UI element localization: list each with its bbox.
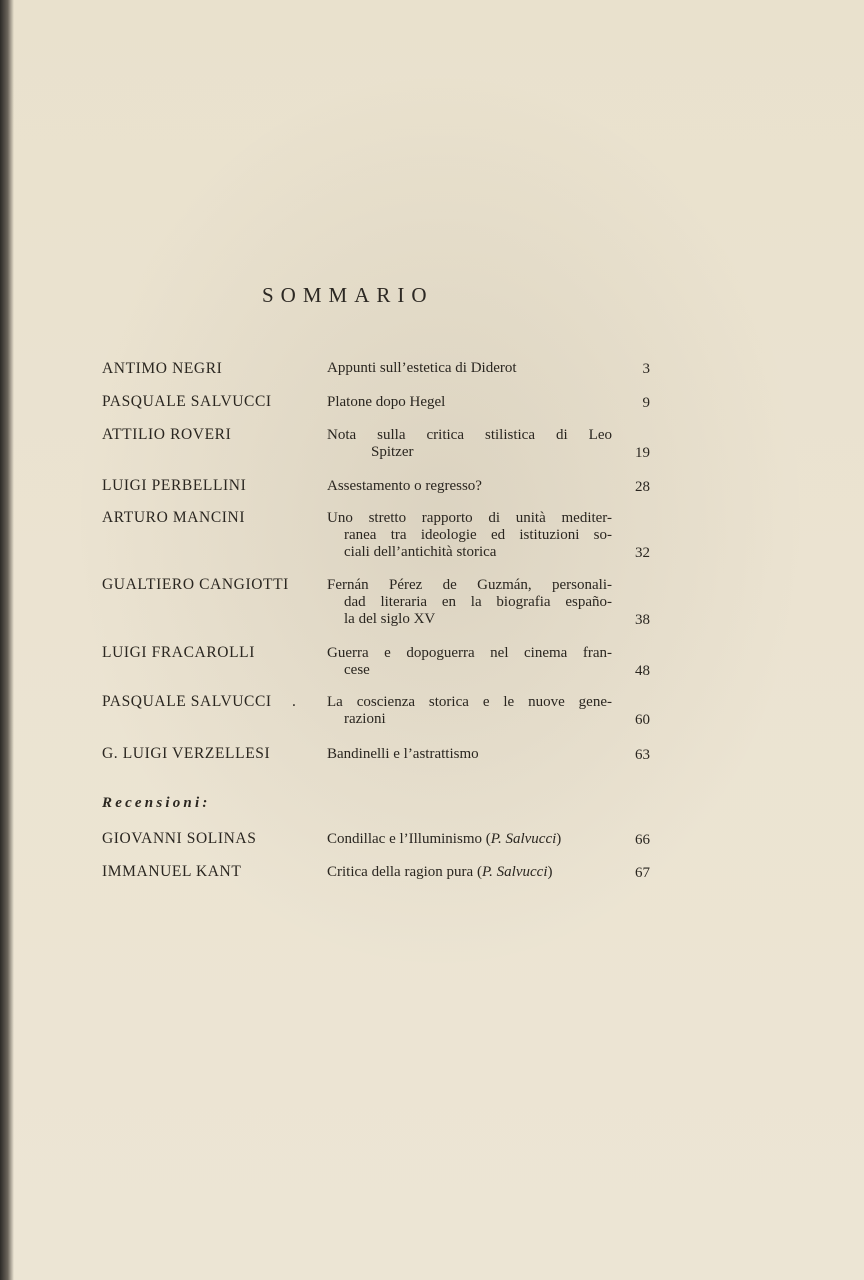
toc-title-line: cese [344, 662, 370, 678]
toc-title-line: Platone dopo Hegel [327, 394, 446, 410]
toc-title-line: Fernán Pérez de Guzmán, personali- [327, 577, 612, 593]
toc-author: GUALTIERO CANGIOTTI [102, 576, 289, 593]
toc-title-line: ranea tra ideologie ed istituzioni so- [344, 527, 612, 543]
toc-title-line: dad literaria en la biografia españo- [344, 594, 612, 610]
reviews-label: Recensioni: [102, 795, 211, 811]
toc-title [327, 427, 612, 461]
toc-title-line: Spitzer [371, 444, 414, 460]
toc-title-line: Uno stretto rapporto di unità mediter- [327, 510, 612, 526]
toc-page-number: 63 [635, 747, 650, 763]
review-page-number: 66 [635, 832, 650, 848]
author-dot: . [292, 693, 297, 710]
toc-author: LUIGI FRACAROLLI [102, 644, 255, 661]
toc-author: G. LUIGI VERZELLESI [102, 745, 271, 762]
review-reviewer: P. Salvucci [481, 864, 548, 880]
toc-title-line: ciali dell’antichità storica [344, 544, 497, 560]
review-title [327, 831, 627, 848]
review-title [327, 864, 627, 881]
toc-title-line: La coscienza storica e le nuove gene- [327, 694, 612, 710]
review-author: IMMANUEL KANT [102, 863, 242, 880]
toc-title [327, 694, 612, 728]
toc-title-line: Appunti sull’estetica di Diderot [327, 360, 517, 376]
toc-title-line: la del siglo XV [344, 611, 436, 627]
toc-title [327, 394, 612, 411]
toc-title-line: Nota sulla critica stilistica di Leo [327, 427, 612, 443]
toc-page-number: 19 [635, 445, 650, 461]
toc-page-number: 3 [642, 361, 650, 377]
toc-page-number: 48 [635, 663, 650, 679]
page-title: SOMMARIO [262, 283, 434, 307]
toc-author: ARTURO MANCINI [102, 509, 246, 526]
toc-page-number: 32 [635, 545, 650, 561]
review-author: GIOVANNI SOLINAS [102, 830, 257, 847]
toc-page-number: 38 [635, 612, 650, 628]
toc-title [327, 510, 612, 561]
toc-author: PASQUALE SALVUCCI [102, 693, 272, 710]
toc-title [327, 360, 612, 377]
toc-title [327, 645, 612, 679]
toc-title-line: Guerra e dopoguerra nel cinema fran- [327, 645, 612, 661]
review-reviewer: P. Salvucci [490, 831, 557, 847]
toc-title [327, 577, 612, 628]
toc-page-number: 9 [642, 395, 650, 411]
toc-title-line: Assestamento o regresso? [327, 478, 482, 494]
toc-title [327, 478, 612, 495]
review-work-title: Critica della ragion pura [327, 864, 474, 880]
toc-title-line: razioni [344, 711, 386, 727]
toc-author: PASQUALE SALVUCCI [102, 393, 272, 410]
review-work-title: Condillac e l’Illuminismo [327, 831, 482, 847]
toc-author: LUIGI PERBELLINI [102, 477, 247, 494]
toc-author: ANTIMO NEGRI [102, 360, 223, 377]
toc-title-line: Bandinelli e l’astrattismo [327, 746, 479, 762]
review-title-line: Critica della ragion pura (P. Salvucci) [327, 864, 553, 880]
toc-page-number: 28 [635, 479, 650, 495]
review-title-line: Condillac e l’Illuminismo (P. Salvucci) [327, 831, 562, 847]
toc-page-number: 60 [635, 712, 650, 728]
toc-author: ATTILIO ROVERI [102, 426, 232, 443]
page-edge-shadow [0, 0, 14, 1280]
toc-title [327, 746, 612, 763]
review-page-number: 67 [635, 865, 650, 881]
